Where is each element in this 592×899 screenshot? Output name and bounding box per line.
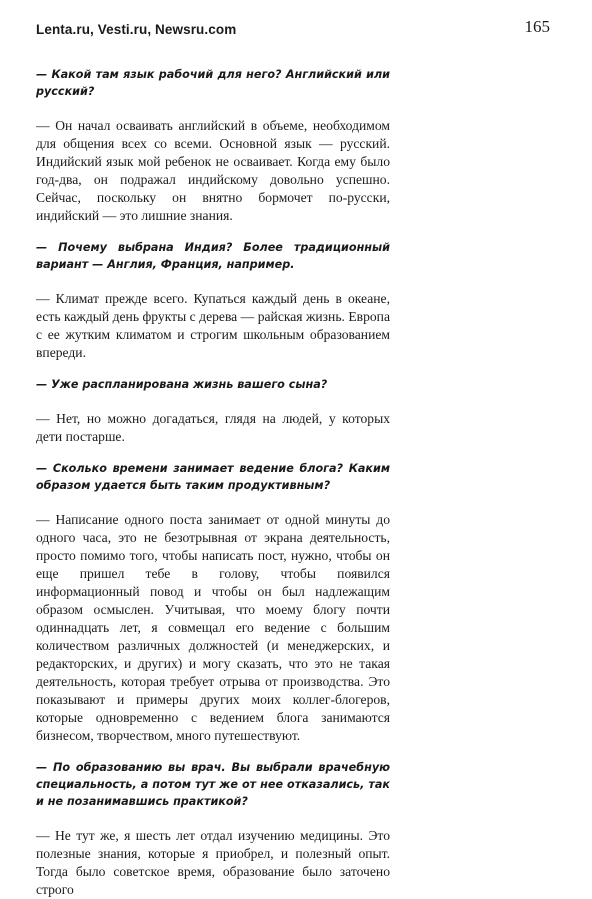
answer-2: — Климат прежде всего. Купаться каждый день в океане, есть каждый день фрукты с дерева — райская жизнь. Европа с ее жутким климатом и строгим школьным образованием впереди. xyxy=(36,291,390,360)
running-title: Lenta.ru, Vesti.ru, Newsru.com xyxy=(36,22,237,37)
question-5: — По образованию вы врач. Вы выбрали врачебную специальность, а потом тут же от нее отказались, так и не позанимавшись практикой? xyxy=(36,761,390,808)
question-3: — Уже распланирована жизнь вашего сына? xyxy=(36,378,328,391)
answer-1: — Он начал осваивать английский в объеме, необходимом для общения всех со всеми. Основной язык — русский. Индийский язык мой ребенок не осваивает. Когда ему было год-два, он подражал индийскому довольно успешно. Сейчас, поскольку он внятно бормочет по-русски, индийский — это лишние знания. xyxy=(36,118,390,223)
page-number: 165 xyxy=(524,17,550,36)
answer-5: — Не тут же, я шесть лет отдал изучению медицины. Это полезные знания, которые я приобрел, и полезный опыт. Тогда было советское время, образование было заточено строго xyxy=(36,828,390,897)
answer-4: — Написание одного поста занимает от одной минуты до одного часа, это не безотрывная от экрана деятельность, просто помимо того, чтобы написать пост, нужно, чтобы он еще пришел тебе в голову, чтобы появился информационный повод и чтобы он был надлежащим образом осмыслен. Учитывая, что моему блогу почти одиннадцать лет, я совмещал его ведение с большим количеством различных должностей (и менеджерских, и редакторских, и других) и могу сказать, что это не такая деятельность, которая требует отрыва от производства. Это показывают и примеры других моих коллег-блогеров, которые одновременно с ведением блога занимаются бизнесом, творчеством, много путешествуют. xyxy=(36,512,390,743)
answer-3: — Нет, но можно догадаться, глядя на людей, у которых дети постарше. xyxy=(36,411,390,444)
question-1: — Какой там язык рабочий для него? Английский или русский? xyxy=(36,68,390,98)
interview-text xyxy=(36,66,390,899)
question-4: — Сколько времени занимает ведение блога? Каким образом удается быть таким продуктивным? xyxy=(36,462,390,492)
question-2: — Почему выбрана Индия? Более традиционный вариант — Англия, Франция, например. xyxy=(36,241,390,271)
